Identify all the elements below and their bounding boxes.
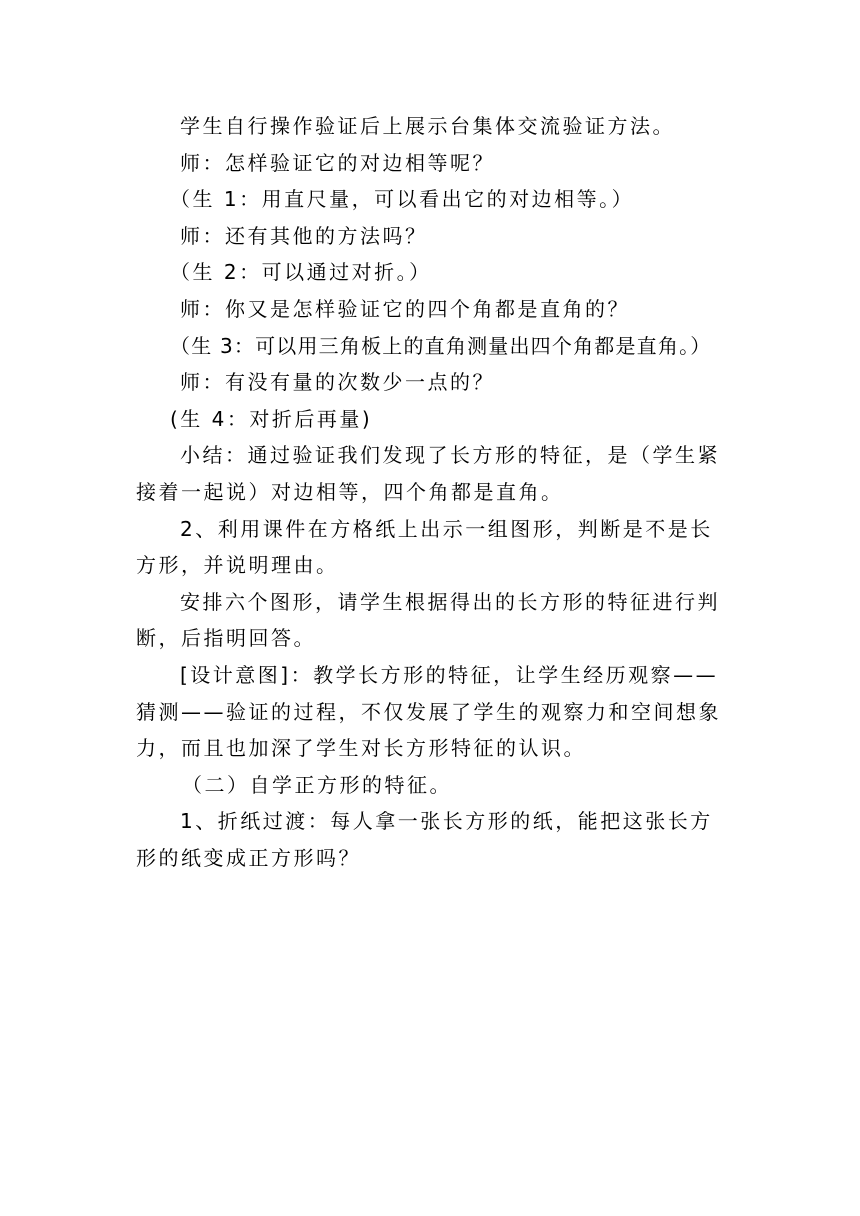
paragraph-line: 接着一起说）对边相等，四个角都是直角。 (136, 479, 564, 504)
paragraph-line: 力，而且也加深了学生对长方形特征的认识。 (136, 736, 586, 761)
paragraph-line: （生 3：可以用三角板上的直角测量出四个角都是直角。） (170, 333, 712, 358)
paragraph-line: 形的纸变成正方形吗？ (136, 845, 361, 870)
paragraph-line: 方形，并说明理由。 (136, 553, 339, 578)
paragraph-line: 师：还有其他的方法吗？ (180, 223, 428, 248)
paragraph-line: 师：怎样验证它的对边相等呢？ (180, 150, 495, 175)
paragraph-line: 安排六个图形，请学生根据得出的长方形的特征进行判 (180, 589, 720, 614)
paragraph-line: 师：有没有量的次数少一点的？ (180, 370, 495, 395)
paragraph-line: （生 2：可以通过对折。） (170, 260, 432, 285)
paragraph-line: （生 1：用直尺量，可以看出它的对边相等。） (170, 187, 635, 212)
paragraph-line: 猜测——验证的过程，不仅发展了学生的观察力和空间想象 (136, 699, 721, 724)
paragraph-line: 学生自行操作验证后上展示台集体交流验证方法。 (180, 114, 675, 138)
paragraph-line: 师：你又是怎样验证它的四个角都是直角的？ (180, 296, 630, 321)
paragraph-line: 2、利用课件在方格纸上出示一组图形，判断是不是长 (180, 516, 713, 541)
paragraph-line: 1、折纸过渡：每人拿一张长方形的纸，能把这张长方 (180, 809, 713, 834)
paragraph-line: [设计意图]：教学长方形的特征，让学生经历观察—— (180, 662, 719, 687)
section-heading: （二）自学正方形的特征。 (182, 772, 452, 797)
paragraph-line: (生 4：对折后再量) (170, 406, 373, 431)
paragraph-line: 断，后指明回答。 (136, 626, 316, 651)
document-body (136, 108, 726, 876)
paragraph-line: 小结：通过验证我们发现了长方形的特征，是（学生紧 (180, 443, 720, 468)
